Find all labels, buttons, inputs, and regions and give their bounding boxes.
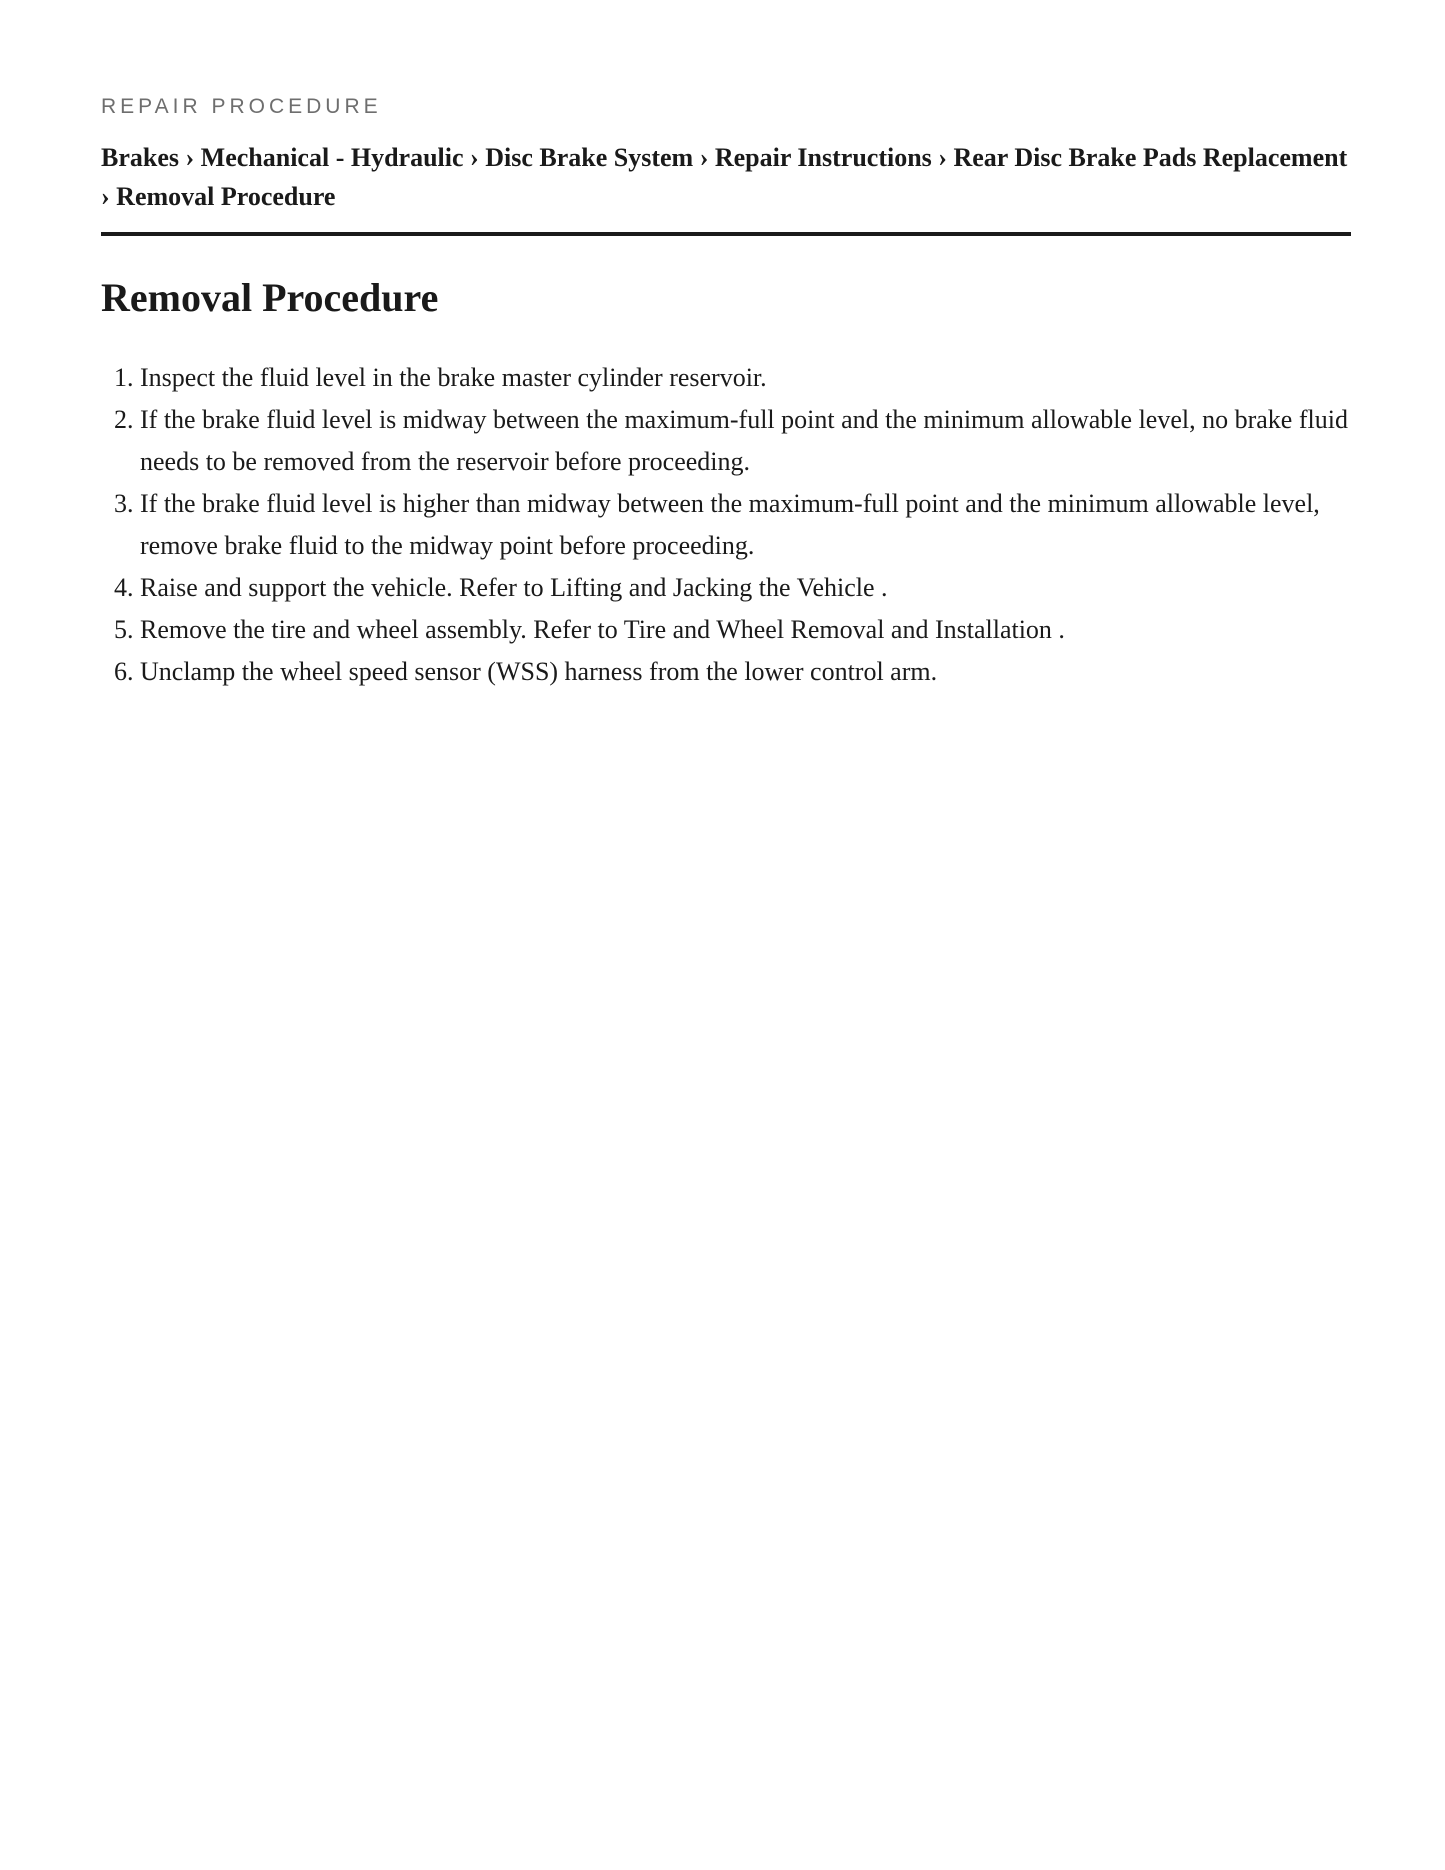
breadcrumb-item-repair-instructions[interactable]: Repair Instructions bbox=[714, 143, 932, 172]
procedure-steps-list bbox=[101, 357, 1351, 693]
procedure-step: 3. If the brake fluid level is higher than midway between the maximum-full point and the minimum allowable level, remove brake fluid to the midway point before proceeding. bbox=[140, 483, 1351, 567]
document-page bbox=[101, 92, 1351, 693]
section-kicker: REPAIR PROCEDURE bbox=[101, 95, 382, 118]
procedure-step: 6. Unclamp the wheel speed sensor (WSS) harness from the lower control arm. bbox=[140, 651, 1351, 693]
breadcrumb-separator: › bbox=[938, 143, 954, 172]
breadcrumb-separator: › bbox=[185, 143, 201, 172]
breadcrumb-item-brakes[interactable]: Brakes bbox=[101, 143, 179, 172]
breadcrumb-item-disc-brake-system[interactable]: Disc Brake System bbox=[485, 143, 694, 172]
breadcrumb-item-rear-disc-brake-pads-replacement[interactable]: Rear Disc Brake Pads Replacement bbox=[953, 143, 1348, 172]
procedure-step: 4. Raise and support the vehicle. Refer to Lifting and Jacking the Vehicle . bbox=[140, 567, 1351, 609]
breadcrumb-separator: › bbox=[101, 182, 117, 211]
procedure-step: 1. Inspect the fluid level in the brake master cylinder reservoir. bbox=[140, 357, 1351, 399]
breadcrumb bbox=[101, 138, 1351, 236]
breadcrumb-item-mechanical-hydraulic[interactable]: Mechanical - Hydraulic bbox=[200, 143, 464, 172]
breadcrumb-separator: › bbox=[470, 143, 486, 172]
procedure-step: 2. If the brake fluid level is midway between the maximum-full point and the minimum allowable level, no brake fluid needs to be removed from the reservoir before proceeding. bbox=[140, 399, 1351, 483]
page-title: Removal Procedure bbox=[101, 275, 439, 320]
breadcrumb-separator: › bbox=[699, 143, 715, 172]
procedure-step: 5. Remove the tire and wheel assembly. Refer to Tire and Wheel Removal and Installation . bbox=[140, 609, 1351, 651]
breadcrumb-item-removal-procedure: Removal Procedure bbox=[116, 182, 336, 211]
